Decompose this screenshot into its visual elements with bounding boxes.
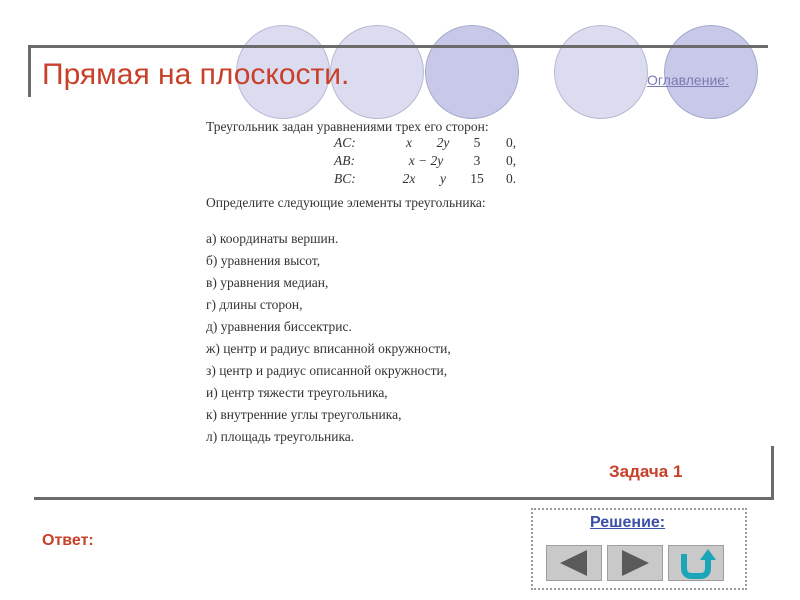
list-item: д) уравнения биссектрис. <box>206 319 352 334</box>
problem-task-line: Определите следующие элементы треугольника: <box>206 195 486 210</box>
return-icon <box>669 546 723 580</box>
list-item: з) центр и радиус описанной окружности, <box>206 363 448 378</box>
problem-intro: Треугольник задан уравнениями трех его сторон: <box>206 119 489 134</box>
equation-ac: AC: x 2y 5 0, <box>334 135 517 150</box>
task-label: Задача 1 <box>609 462 683 481</box>
decor-circle <box>425 25 519 119</box>
right-rule <box>771 446 774 500</box>
list-item: б) уравнения высот, <box>206 253 321 268</box>
toc-link[interactable]: Оглавление: <box>647 72 729 88</box>
prev-button[interactable] <box>546 545 602 581</box>
page-title: Прямая на плоскости. <box>42 58 350 91</box>
list-item: и) центр тяжести треугольника, <box>206 385 388 400</box>
list-item: а) координаты вершин. <box>206 231 339 246</box>
solution-link[interactable]: Решение: <box>590 514 666 531</box>
equation-ab: AB: x − 2y 3 0, <box>334 153 517 168</box>
list-item: г) длины сторон, <box>206 297 303 312</box>
list-item: в) уравнения медиан, <box>206 275 329 290</box>
arrow-right-icon <box>608 546 662 580</box>
equation-bc: BC: 2x y 15 0. <box>334 171 517 186</box>
equations <box>206 134 586 188</box>
list-item: ж) центр и радиус вписанной окружности, <box>206 341 451 356</box>
list-item: л) площадь треугольника. <box>206 429 355 444</box>
bottom-rule <box>34 497 774 500</box>
arrow-left-icon <box>547 546 601 580</box>
left-rule <box>28 45 31 97</box>
answer-label: Ответ: <box>42 532 94 549</box>
decor-circle <box>554 25 648 119</box>
top-rule <box>28 45 768 48</box>
problem-statement <box>206 116 586 448</box>
next-button[interactable] <box>607 545 663 581</box>
return-button[interactable] <box>668 545 724 581</box>
list-item: к) внутренние углы треугольника, <box>206 407 402 422</box>
